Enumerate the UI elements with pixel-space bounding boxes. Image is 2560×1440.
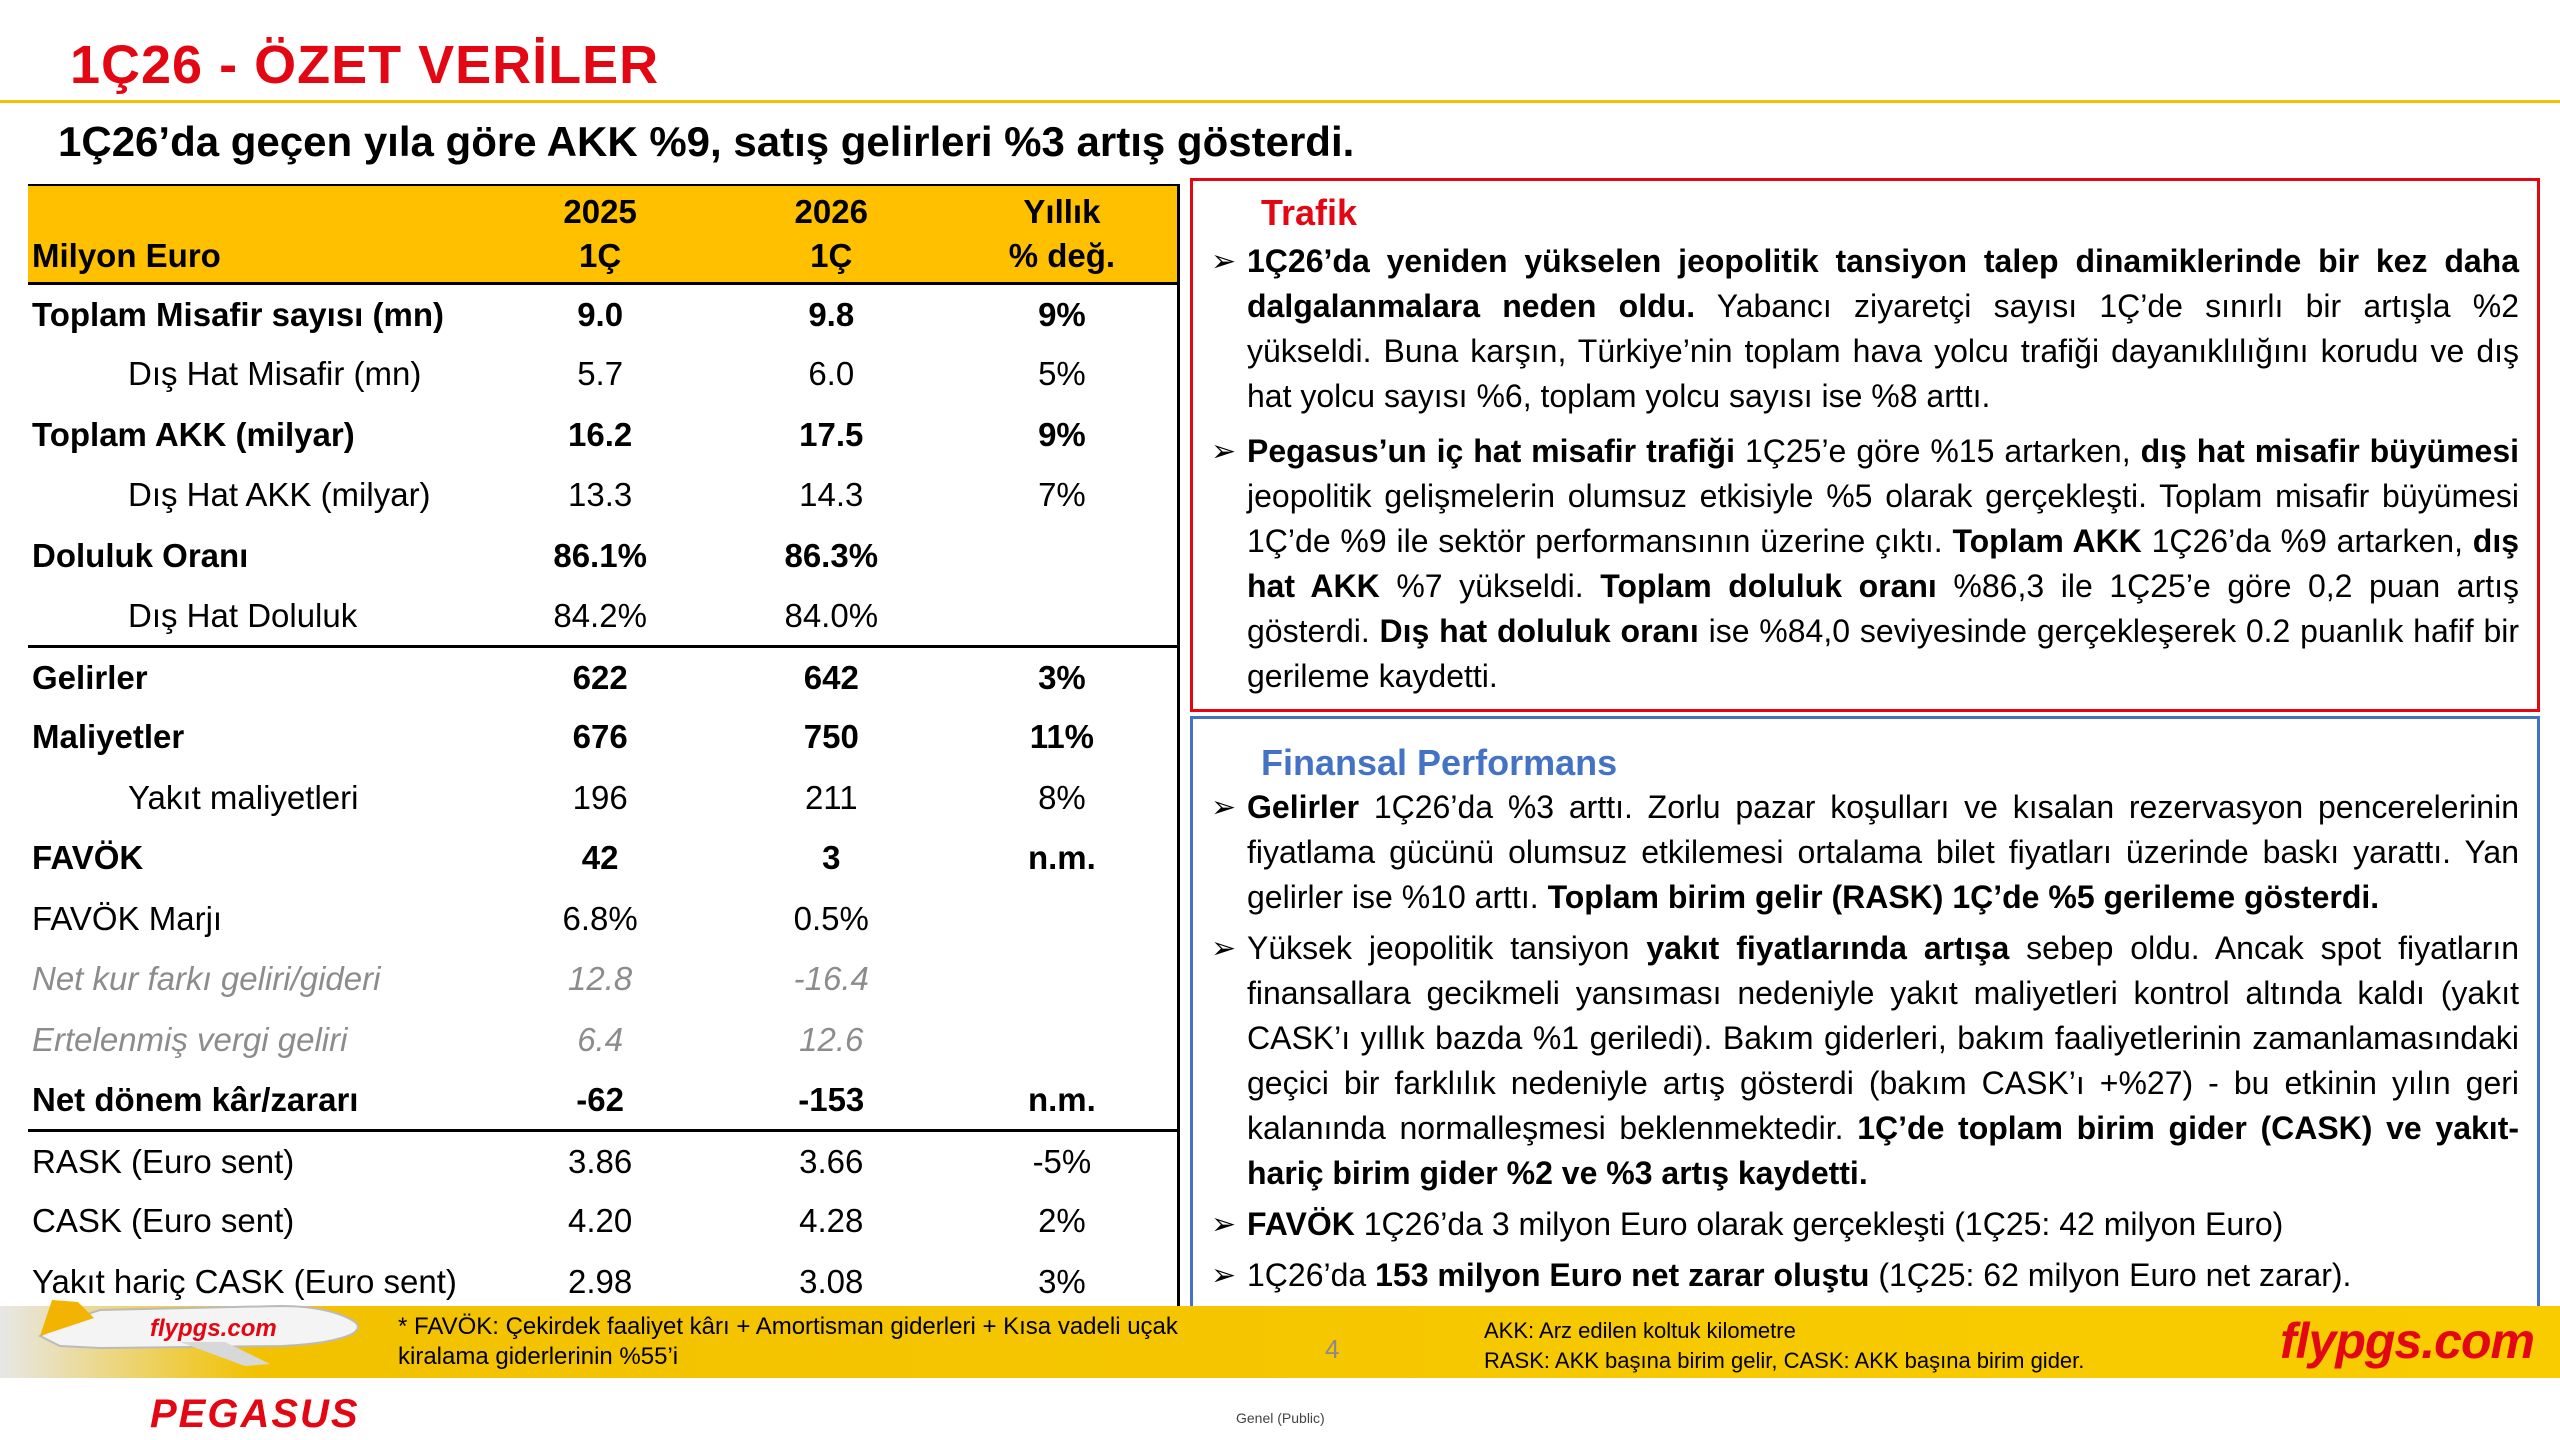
row-label: Ertelenmiş vergi geliri <box>32 1020 348 1058</box>
row-label: Doluluk Oranı <box>32 536 249 574</box>
cell-2026: 3 <box>822 839 841 877</box>
table-row <box>28 405 1177 466</box>
cell-2026: -153 <box>798 1080 865 1118</box>
abbreviations-note <box>1484 1316 2084 1376</box>
cell-2025: 5.7 <box>577 355 624 393</box>
cell-change: 9% <box>1038 415 1086 453</box>
cell-2026: 14.3 <box>799 476 864 514</box>
row-label: Net kur farkı geliri/gideri <box>32 960 381 998</box>
row-label: Toplam Misafir sayısı (mn) <box>32 295 444 333</box>
table-row <box>28 1010 1177 1071</box>
page-number: 4 <box>1325 1334 1340 1364</box>
table-row <box>28 949 1177 1010</box>
finance-title: Finansal Performans <box>1261 742 1618 783</box>
cell-2025: 3.86 <box>485 1131 716 1192</box>
arrow-bullet-icon: ➢ <box>1211 435 1237 468</box>
cell-2026: 86.3% <box>784 536 879 574</box>
cell-2025: 42 <box>581 839 619 877</box>
arrow-bullet-icon: ➢ <box>1211 1259 1237 1292</box>
finance-panel <box>1190 716 2540 1312</box>
cell-change <box>947 586 1177 647</box>
cell-2025: 4.20 <box>568 1202 633 1240</box>
arrow-bullet-icon: ➢ <box>1211 245 1237 278</box>
table-row <box>28 1191 1177 1252</box>
cell-change <box>947 1010 1177 1071</box>
row-label: Dış Hat Misafir (mn) <box>128 355 422 393</box>
cell-2026: 6.0 <box>808 355 855 393</box>
table-row <box>28 284 1177 345</box>
finance-bullet-1: ➢ Gelirler 1Ç26’da %3 arttı. Zorlu pazar koşulları ve kısalan rezervasyon pencerelerinin fiyatlama gücünü olumsuz etkilemesi ortalama bilet fiyatları üzerinde baskı yarattı. Yan gelirler ise %10 arttı. Toplam birim gelir (RASK) 1Ç’de %5 gerileme gösterdi. <box>1211 785 2519 920</box>
cell-2026: 0.5% <box>793 899 869 937</box>
summary-table-container <box>28 184 1180 1306</box>
row-label: FAVÖK <box>32 839 144 877</box>
row-label: Net dönem kâr/zararı <box>32 1080 359 1118</box>
arrow-bullet-icon: ➢ <box>1211 932 1237 965</box>
cell-2025: 86.1% <box>553 536 647 574</box>
page-subtitle: 1Ç26’da geçen yıla göre AKK %9, satış gelirleri %3 artış gösterdi. <box>58 118 1355 165</box>
table-row <box>28 344 1177 405</box>
flypgs-logo: flypgs.com <box>2280 1313 2534 1369</box>
row-label: Dış Hat Doluluk <box>128 596 358 634</box>
classification-label: Genel (Public) <box>1236 1410 1325 1426</box>
table-header-row <box>28 185 1177 284</box>
cell-2025: 622 <box>485 647 716 708</box>
row-label: Yakıt hariç CASK (Euro sent) <box>32 1262 457 1300</box>
row-label: RASK (Euro sent) <box>28 1131 485 1192</box>
traffic-bullet-1: ➢ 1Ç26’da yeniden yükselen jeopolitik tansiyon talep dinamiklerinde bir kez daha dalgalanmalara neden oldu. Yabancı ziyaretçi sayısı 1Ç’de sınırlı bir artışla %2 yükseldi. Buna karşın, Türkiye’nin toplam hava yolcu trafiği dayanıklılığını korudu ve dış hat yolcu sayısı %6, toplam yolcu sayısı ise %8 arttı. <box>1211 239 2519 419</box>
cell-2026: 3.08 <box>799 1262 864 1300</box>
cell-change: 7% <box>1038 476 1086 514</box>
arrow-bullet-icon: ➢ <box>1211 791 1237 824</box>
summary-table <box>28 184 1177 1312</box>
cell-change <box>947 949 1177 1010</box>
pegasus-logo: PEGASUS <box>150 1392 360 1436</box>
cell-change: -5% <box>947 1131 1177 1192</box>
cell-change: n.m. <box>1027 1080 1096 1118</box>
cell-2026: 12.6 <box>799 1020 864 1058</box>
row-label: FAVÖK Marjı <box>32 899 223 937</box>
table-row <box>28 889 1177 950</box>
arrow-bullet-icon: ➢ <box>1211 1208 1237 1241</box>
cell-2026: 750 <box>803 718 859 756</box>
cell-2026: 642 <box>716 647 947 708</box>
row-label: Yakıt maliyetleri <box>128 778 359 816</box>
cell-change: 2% <box>1038 1202 1086 1240</box>
cell-2025: 2.98 <box>568 1262 633 1300</box>
abbr-akk: AKK: Arz edilen koltuk kilometre <box>1484 1318 1796 1343</box>
table-row <box>28 768 1177 829</box>
table-row <box>28 647 1177 708</box>
table-row <box>28 586 1177 647</box>
cell-2026: 17.5 <box>799 415 864 453</box>
cell-change: 9% <box>1038 295 1086 333</box>
title-divider <box>0 100 2560 103</box>
table-row <box>28 707 1177 768</box>
abbr-rask-cask: RASK: AKK başına birim gelir, CASK: AKK başına birim gider. <box>1484 1348 2085 1373</box>
cell-2025: 84.2% <box>553 596 647 634</box>
cell-change: 8% <box>1038 778 1086 816</box>
cell-2026: -16.4 <box>793 960 869 998</box>
cell-2025: 13.3 <box>568 476 633 514</box>
table-row <box>28 1131 1177 1192</box>
footer-band <box>0 1306 2560 1378</box>
cell-change: n.m. <box>1027 839 1096 877</box>
airplane-icon <box>30 1292 370 1372</box>
page-title: 1Ç26 - ÖZET VERİLER <box>70 35 660 95</box>
table-header-label: Milyon Euro <box>28 185 485 284</box>
cell-2025: 9.0 <box>577 295 624 333</box>
table-row <box>28 465 1177 526</box>
traffic-title: Trafik <box>1261 192 1358 233</box>
row-label: Toplam AKK (milyar) <box>32 415 355 453</box>
cell-2026: 9.8 <box>808 295 855 333</box>
finance-bullet-2: ➢ Yüksek jeopolitik tansiyon yakıt fiyatlarında artışa sebep oldu. Ancak spot fiyatların finansallara gecikmeli yansıması nedeniyle yakıt maliyetleri kontrol altında kaldı (yakıt CASK’ı yıllık bazda %1 geriledi). Bakım giderleri, bakım faaliyetlerinin zamanlamasındaki geçici bir farklılık nedeniyle artış gösterdi (bakım CASK’ı +%27) - bu etkinin yılın geri kalanında normalleşmesi beklenmektedir. 1Ç’de toplam birim gider (CASK) ve yakıt-hariç birim gider %2 ve %3 artış kaydetti. <box>1211 926 2519 1196</box>
traffic-panel <box>1190 178 2540 712</box>
row-label: CASK (Euro sent) <box>32 1202 295 1240</box>
cell-2026: 211 <box>804 778 858 816</box>
cell-change: 5% <box>1038 355 1086 393</box>
table-row <box>28 526 1177 587</box>
table-header-2025: 2025 1Ç <box>485 185 716 284</box>
table-header-2026: 2026 1Ç <box>716 185 947 284</box>
finance-bullet-4: ➢ 1Ç26’da 153 milyon Euro net zarar oluştu (1Ç25: 62 milyon Euro net zarar). <box>1211 1253 2519 1298</box>
row-label: Gelirler <box>28 647 485 708</box>
traffic-bullet-2: ➢ Pegasus’un iç hat misafir trafiği 1Ç25’e göre %15 artarken, dış hat misafir büyümesi jeopolitik gelişmelerin olumsuz etkisiyle %5 olarak gerçekleşti. Toplam misafir büyümesi 1Ç’de %9 ile sektör performansının üzerine çıktı. Toplam AKK 1Ç26’da %9 artarken, dış hat AKK %7 yükseldi. Toplam doluluk oranı %86,3 ile 1Ç25’e göre 0,2 puan artış gösterdi. Dış hat doluluk oranı ise %84,0 seviyesinde gerçekleşerek 0.2 puanlık hafif bir gerileme kaydetti. <box>1211 429 2519 699</box>
row-label: Dış Hat AKK (milyar) <box>128 476 431 514</box>
table-row <box>28 1070 1177 1131</box>
cell-2025: 6.4 <box>577 1020 624 1058</box>
cell-change: 11% <box>1029 718 1095 756</box>
cell-2025: 676 <box>572 718 628 756</box>
cell-change: 3% <box>1038 1262 1086 1300</box>
cell-2025: 12.8 <box>568 960 633 998</box>
table-row <box>28 828 1177 889</box>
cell-2025: 196 <box>572 778 628 816</box>
cell-2025: 16.2 <box>568 415 633 453</box>
cell-2026: 3.66 <box>716 1131 947 1192</box>
cell-2025: 6.8% <box>562 899 638 937</box>
cell-change <box>947 889 1177 950</box>
cell-change <box>947 526 1177 587</box>
favok-footnote: * FAVÖK: Çekirdek faaliyet kârı + Amortisman giderleri + Kısa vadeli uçak kiralama giderlerinin %55’i <box>398 1313 1178 1370</box>
finance-bullet-3: ➢ FAVÖK 1Ç26’da 3 milyon Euro olarak gerçekleşti (1Ç25: 42 milyon Euro) <box>1211 1202 2519 1247</box>
cell-2026: 84.0% <box>784 596 879 634</box>
cell-2025: -62 <box>576 1080 624 1118</box>
table-header-change: Yıllık % değ. <box>947 185 1177 284</box>
svg-text:flypgs.com: flypgs.com <box>150 1315 277 1342</box>
cell-2026: 4.28 <box>799 1202 864 1240</box>
cell-change: 3% <box>947 647 1177 708</box>
row-label: Maliyetler <box>32 718 185 756</box>
